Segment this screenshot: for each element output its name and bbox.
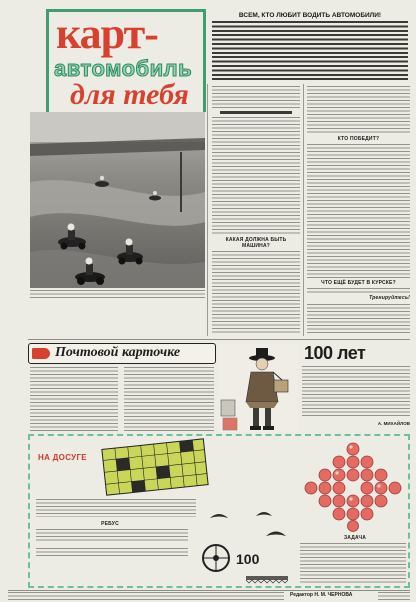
article-text bbox=[212, 86, 300, 108]
column-rule bbox=[303, 84, 304, 336]
bird-icon bbox=[210, 512, 286, 536]
task-text bbox=[300, 543, 406, 583]
rebus-heading: РЕБУС bbox=[101, 521, 119, 527]
subheading-kursk: ЧТО ЕЩЁ БУДЕТ В КУРСКЕ? bbox=[321, 280, 396, 286]
wheel-icon bbox=[203, 545, 229, 571]
intro-lead: ВСЕМ, КТО ЛЮБИТ ВОДИТЬ АВТОМОБИЛИ! bbox=[238, 12, 382, 19]
photo-pole bbox=[180, 152, 182, 212]
subheading-machine: КАКАЯ ДОЛЖНА БЫТЬ МАШИНА? bbox=[225, 237, 287, 249]
stamps bbox=[221, 400, 237, 430]
closing-call: Тренируйтесь! bbox=[369, 295, 410, 301]
subheading bbox=[220, 111, 292, 114]
rebus-text bbox=[36, 548, 188, 556]
anniversary-heading: 100 лет bbox=[304, 343, 366, 363]
rebus-text bbox=[36, 529, 188, 541]
task-heading: ЗАДАЧА bbox=[343, 535, 367, 541]
ball-group bbox=[305, 443, 401, 532]
footer-rule bbox=[8, 590, 410, 591]
numbered-balls bbox=[300, 440, 406, 532]
footer-imprint bbox=[8, 592, 284, 600]
rebus-pictures bbox=[196, 498, 296, 584]
footer-numbers bbox=[378, 592, 410, 600]
article-text bbox=[302, 366, 410, 418]
crossword-grid bbox=[96, 438, 214, 496]
kart-race-photo bbox=[30, 112, 205, 288]
article-text bbox=[124, 367, 214, 431]
footer-editor: Редактор Н. М. ЧЕРНОВА bbox=[290, 592, 353, 598]
postman-illustration bbox=[218, 344, 298, 432]
puzzle-text bbox=[36, 499, 196, 517]
photo-caption bbox=[30, 290, 205, 299]
hand-icon bbox=[32, 348, 50, 359]
section-divider bbox=[28, 339, 410, 340]
headline-line-1: карт- bbox=[56, 9, 158, 58]
article-text bbox=[307, 86, 410, 134]
photo-sky bbox=[30, 112, 205, 142]
headline-line-2: автомобиль bbox=[54, 56, 193, 81]
intro-text bbox=[212, 21, 408, 81]
article-text bbox=[30, 367, 118, 431]
article-text bbox=[212, 117, 300, 235]
article-text bbox=[212, 251, 300, 335]
saw-icon bbox=[246, 576, 288, 583]
article-text bbox=[307, 304, 410, 335]
column-rule bbox=[207, 84, 208, 336]
author-signature: А. МИХАЙЛОВ bbox=[377, 421, 410, 426]
postcard-banner: Почтовой карточке bbox=[28, 343, 216, 364]
rebus-number: 100 bbox=[236, 551, 260, 567]
headline-line-3: для тебя bbox=[70, 78, 189, 111]
article-text bbox=[307, 288, 410, 294]
article-text bbox=[307, 144, 410, 278]
subheading-who-wins: КТО ПОБЕДИТ? bbox=[337, 136, 380, 142]
leisure-title: НА ДОСУГЕ bbox=[38, 453, 87, 462]
